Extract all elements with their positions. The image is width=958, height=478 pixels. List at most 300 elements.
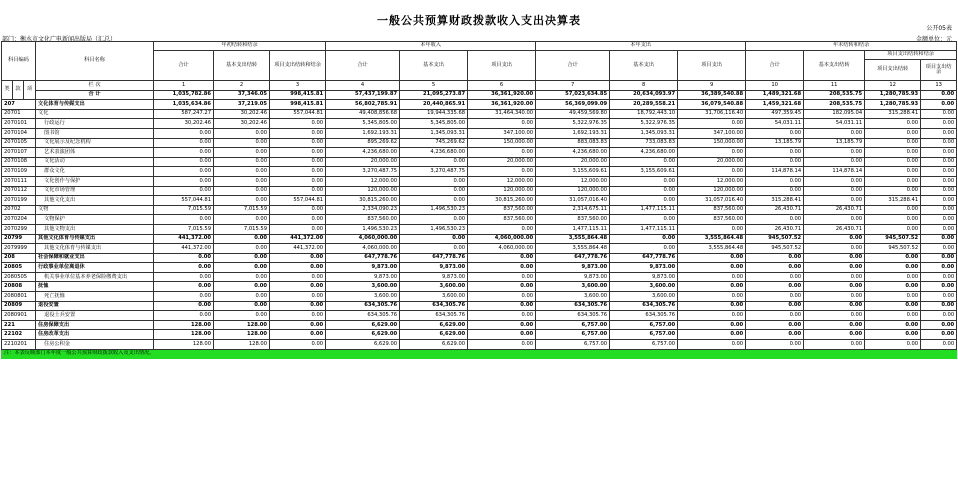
amount-cell: 0.00 — [678, 282, 746, 292]
amount-cell: 30,202.46 — [154, 119, 214, 129]
table-row — [2, 119, 957, 129]
amount-cell: 3,555,864.48 — [678, 244, 746, 254]
table-row — [2, 148, 957, 158]
amount-cell: 30,815,260.00 — [326, 196, 400, 206]
subject-name-cell: 文化 — [36, 109, 154, 119]
amount-cell: 6,757.00 — [536, 340, 610, 350]
amount-cell: 12,000.00 — [326, 176, 400, 186]
amount-cell: 0.00 — [154, 292, 214, 302]
amount-cell: 31,464,340.00 — [468, 109, 536, 119]
total-row — [2, 90, 957, 100]
amount-cell: 0.00 — [468, 167, 536, 177]
amount-cell: 497,359.45 — [746, 109, 804, 119]
col-num: 7 — [536, 81, 610, 91]
amount-cell: 945,507.52 — [746, 234, 804, 244]
subject-code-cell: 22102 — [2, 330, 36, 340]
amount-cell: 0.00 — [865, 282, 921, 292]
amount-cell: 3,555,864.48 — [536, 244, 610, 254]
amount-cell: 0.00 — [214, 301, 270, 311]
amount-cell: 114,878.14 — [804, 167, 865, 177]
amount-cell: 0.00 — [214, 253, 270, 263]
amount-cell: 0.00 — [214, 292, 270, 302]
amount-cell: 647,778.76 — [536, 253, 610, 263]
subject-code-cell: 2070107 — [2, 148, 36, 158]
header-proj-carry: 项目支出结转 — [865, 60, 921, 81]
amount-cell: 0.00 — [678, 167, 746, 177]
header-proj-exp: 项目支出 — [678, 51, 746, 81]
total-cell: 57,023,634.85 — [536, 90, 610, 100]
amount-cell: 3,270,487.75 — [400, 167, 468, 177]
col-num: 11 — [804, 81, 865, 91]
amount-cell: 0.00 — [400, 215, 468, 225]
subject-code-cell: 2070204 — [2, 215, 36, 225]
amount-cell: 20,000.00 — [468, 157, 536, 167]
amount-cell: 0.00 — [804, 253, 865, 263]
header-total: 合计 — [154, 51, 214, 81]
amount-cell: 557,044.81 — [270, 109, 326, 119]
subject-name-cell: 文物 — [36, 205, 154, 215]
total-cell: 1,489,321.68 — [746, 90, 804, 100]
amount-cell: 0.00 — [804, 234, 865, 244]
amount-cell: 7,015.59 — [214, 224, 270, 234]
amount-cell: 0.00 — [865, 157, 921, 167]
subject-code-cell: 207 — [2, 100, 36, 110]
table-row — [2, 263, 957, 273]
amount-cell: 0.00 — [610, 157, 678, 167]
department-label: 部门：衡水市文化广电新闻出版局（汇总） — [2, 36, 117, 43]
subject-name-cell: 抚恤 — [36, 282, 154, 292]
header-subject-code: 科目编码 — [2, 42, 36, 81]
amount-cell: 647,778.76 — [400, 253, 468, 263]
amount-cell: 3,600.00 — [326, 282, 400, 292]
amount-cell: 3,600.00 — [536, 292, 610, 302]
amount-cell: 0.00 — [921, 330, 957, 340]
amount-cell: 315,288.41 — [865, 196, 921, 206]
amount-cell: 0.00 — [270, 282, 326, 292]
amount-cell: 30,202.46 — [214, 119, 270, 129]
amount-cell: 1,692,193.31 — [536, 128, 610, 138]
report-title: 一般公共预算财政拨款收入支出决算表 — [377, 14, 581, 27]
col-num: 1 — [154, 81, 214, 91]
amount-cell: 0.00 — [270, 263, 326, 273]
subject-code-cell: 2070112 — [2, 186, 36, 196]
amount-cell: 54,031.11 — [804, 119, 865, 129]
amount-cell: 0.00 — [804, 282, 865, 292]
amount-cell: 0.00 — [468, 148, 536, 158]
amount-cell: 0.00 — [865, 263, 921, 273]
header-basic-balance: 基本支出结转 — [804, 51, 865, 81]
amount-cell: 3,155,609.61 — [536, 167, 610, 177]
subject-name-cell: 住房公积金 — [36, 340, 154, 350]
header-lanci: 栏 次 — [36, 81, 154, 91]
table-row — [2, 253, 957, 263]
amount-cell: 1,477,115.11 — [610, 224, 678, 234]
amount-cell: 0.00 — [746, 301, 804, 311]
subject-code-cell: 2070109 — [2, 167, 36, 177]
subject-code-cell: 221 — [2, 320, 36, 330]
amount-cell: 0.00 — [865, 301, 921, 311]
amount-cell: 0.00 — [865, 311, 921, 321]
amount-cell: 0.00 — [214, 272, 270, 282]
note-text: 注：本表反映部门本年度一般公共预算财政拨款收入及支出情况。 — [2, 349, 957, 358]
amount-cell: 837,560.00 — [678, 215, 746, 225]
amount-cell: 20,000.00 — [678, 157, 746, 167]
amount-cell: 0.00 — [921, 148, 957, 158]
amount-cell: 20,000.00 — [326, 157, 400, 167]
amount-cell: 9,873.00 — [326, 263, 400, 273]
amount-cell: 0.00 — [865, 340, 921, 350]
amount-cell: 837,560.00 — [326, 215, 400, 225]
amount-cell: 128.00 — [154, 330, 214, 340]
table-row — [2, 224, 957, 234]
subject-code-cell: 2079999 — [2, 244, 36, 254]
header-total: 合计 — [536, 51, 610, 81]
table-row — [2, 157, 957, 167]
amount-cell: 0.00 — [921, 119, 957, 129]
amount-cell: 0.00 — [610, 176, 678, 186]
amount-cell: 6,629.00 — [326, 340, 400, 350]
subject-name-cell: 艺术表演团体 — [36, 148, 154, 158]
amount-cell: 4,060,000.00 — [326, 244, 400, 254]
header-subject-name: 科目名称 — [36, 42, 154, 81]
amount-cell: 26,430.71 — [804, 205, 865, 215]
amount-cell: 3,600.00 — [400, 282, 468, 292]
subject-code-cell: 2070111 — [2, 176, 36, 186]
subject-code-cell: 2070299 — [2, 224, 36, 234]
amount-cell: 128.00 — [154, 340, 214, 350]
subject-code-cell: 20805 — [2, 263, 36, 273]
amount-cell: 0.00 — [270, 224, 326, 234]
amount-cell: 0.00 — [746, 311, 804, 321]
amount-cell: 6,629.00 — [326, 330, 400, 340]
amount-cell: 0.00 — [468, 282, 536, 292]
header-group-expense: 本年支出 — [536, 42, 746, 51]
amount-cell: 20,440,865.91 — [400, 100, 468, 110]
amount-cell: 1,496,530.23 — [400, 224, 468, 234]
subject-name-cell: 图书馆 — [36, 128, 154, 138]
amount-cell: 0.00 — [214, 244, 270, 254]
amount-cell: 0.00 — [214, 215, 270, 225]
amount-cell: 13,185.79 — [804, 138, 865, 148]
budget-table — [1, 41, 957, 359]
subject-code-cell: 20808 — [2, 282, 36, 292]
amount-cell: 6,757.00 — [536, 320, 610, 330]
amount-cell: 0.00 — [921, 224, 957, 234]
amount-cell: 945,507.52 — [865, 244, 921, 254]
note-row — [2, 349, 957, 358]
header-group-proj: 项目支出结转和结余 — [865, 51, 957, 60]
amount-cell: 0.00 — [214, 282, 270, 292]
amount-cell: 0.00 — [270, 215, 326, 225]
subject-code-cell: 2210201 — [2, 340, 36, 350]
subject-name-cell: 其他文化体育与传媒支出 — [36, 234, 154, 244]
amount-cell: 0.00 — [865, 167, 921, 177]
amount-cell: 0.00 — [214, 186, 270, 196]
amount-cell: 0.00 — [865, 330, 921, 340]
amount-cell: 0.00 — [921, 186, 957, 196]
col-num: 12 — [865, 81, 921, 91]
table-row — [2, 301, 957, 311]
subject-code-cell: 2070101 — [2, 119, 36, 129]
amount-cell: 19,944,335.68 — [400, 109, 468, 119]
amount-cell: 0.00 — [804, 263, 865, 273]
amount-cell: 0.00 — [921, 340, 957, 350]
amount-cell: 0.00 — [678, 224, 746, 234]
amount-cell: 0.00 — [865, 253, 921, 263]
amount-cell: 0.00 — [610, 196, 678, 206]
amount-cell: 4,236,680.00 — [610, 148, 678, 158]
amount-cell: 6,629.00 — [326, 320, 400, 330]
amount-cell: 2,334,090.23 — [326, 205, 400, 215]
amount-cell: 0.00 — [804, 292, 865, 302]
amount-cell: 0.00 — [678, 311, 746, 321]
header-group-end: 年末结转和结余 — [746, 42, 957, 51]
amount-cell: 0.00 — [804, 157, 865, 167]
amount-cell: 0.00 — [154, 272, 214, 282]
header-kuan: 款 — [13, 81, 24, 100]
amount-cell: 120,000.00 — [536, 186, 610, 196]
amount-cell: 7,015.59 — [154, 224, 214, 234]
amount-cell: 0.00 — [154, 167, 214, 177]
total-cell: 1,280,785.93 — [865, 90, 921, 100]
subject-name-cell: 机关事业单位基本养老保险缴费支出 — [36, 272, 154, 282]
amount-cell: 0.00 — [270, 128, 326, 138]
subject-name-cell: 其他文化体育与传媒支出 — [36, 244, 154, 254]
amount-cell: 0.00 — [270, 253, 326, 263]
amount-cell: 647,778.76 — [610, 253, 678, 263]
subject-name-cell: 文化体育与传媒支出 — [36, 100, 154, 110]
subject-name-cell: 退役安置 — [36, 301, 154, 311]
col-num: 3 — [270, 81, 326, 91]
unit-label: 金额单位：元 — [915, 36, 952, 43]
amount-cell: 0.00 — [214, 196, 270, 206]
amount-cell: 7,015.59 — [154, 205, 214, 215]
amount-cell: 587,247.27 — [154, 109, 214, 119]
amount-cell: 0.00 — [154, 128, 214, 138]
amount-cell: 441,372.00 — [154, 234, 214, 244]
amount-cell: 0.00 — [865, 176, 921, 186]
amount-cell: 0.00 — [804, 340, 865, 350]
table-row — [2, 292, 957, 302]
amount-cell: 31,057,016.40 — [678, 196, 746, 206]
amount-cell: 0.00 — [746, 215, 804, 225]
subject-name-cell: 其他文化支出 — [36, 196, 154, 206]
table-row — [2, 128, 957, 138]
subject-name-cell: 住房保障支出 — [36, 320, 154, 330]
amount-cell: 0.00 — [214, 176, 270, 186]
subject-name-cell: 社会保障和就业支出 — [36, 253, 154, 263]
amount-cell: 0.00 — [804, 272, 865, 282]
header-group-begin: 年初结转和结余 — [154, 42, 326, 51]
amount-cell: 0.00 — [804, 176, 865, 186]
amount-cell: 0.00 — [746, 330, 804, 340]
amount-cell: 6,757.00 — [610, 320, 678, 330]
amount-cell: 0.00 — [270, 205, 326, 215]
amount-cell: 1,280,785.93 — [865, 100, 921, 110]
amount-cell: 0.00 — [270, 119, 326, 129]
amount-cell: 0.00 — [468, 292, 536, 302]
header-proj-exp: 项目支出 — [468, 51, 536, 81]
amount-cell: 634,305.76 — [610, 311, 678, 321]
amount-cell: 7,015.59 — [214, 205, 270, 215]
amount-cell: 128.00 — [214, 320, 270, 330]
amount-cell: 0.00 — [270, 176, 326, 186]
amount-cell: 12,000.00 — [468, 176, 536, 186]
subject-name-cell: 行政事业单位离退休 — [36, 263, 154, 273]
table-row — [2, 196, 957, 206]
amount-cell: 0.00 — [270, 320, 326, 330]
table-row — [2, 167, 957, 177]
amount-cell: 0.00 — [921, 109, 957, 119]
amount-cell: 49,408,856.68 — [326, 109, 400, 119]
amount-cell: 0.00 — [746, 320, 804, 330]
amount-cell: 4,236,680.00 — [326, 148, 400, 158]
subject-name-cell: 文化活动 — [36, 157, 154, 167]
amount-cell: 20,289,558.21 — [610, 100, 678, 110]
total-cell: 20,634,093.97 — [610, 90, 678, 100]
amount-cell: 0.00 — [468, 272, 536, 282]
amount-cell: 9,873.00 — [610, 263, 678, 273]
amount-cell: 128.00 — [154, 320, 214, 330]
amount-cell: 0.00 — [270, 157, 326, 167]
subject-name-cell: 行政运行 — [36, 119, 154, 129]
amount-cell: 0.00 — [468, 263, 536, 273]
subject-code-cell: 208 — [2, 253, 36, 263]
amount-cell: 0.00 — [154, 138, 214, 148]
amount-cell: 1,459,321.68 — [746, 100, 804, 110]
amount-cell: 0.00 — [400, 157, 468, 167]
subject-code-cell: 20701 — [2, 109, 36, 119]
amount-cell: 315,288.41 — [746, 196, 804, 206]
table-row — [2, 138, 957, 148]
amount-cell: 3,600.00 — [400, 292, 468, 302]
amount-cell: 0.00 — [610, 186, 678, 196]
header-basic-exp: 基本支出 — [610, 51, 678, 81]
amount-cell: 0.00 — [921, 157, 957, 167]
total-cell: 998,415.81 — [270, 90, 326, 100]
amount-cell: 634,305.76 — [326, 301, 400, 311]
amount-cell: 0.00 — [468, 320, 536, 330]
amount-cell: 0.00 — [865, 186, 921, 196]
amount-cell: 0.00 — [214, 157, 270, 167]
amount-cell: 0.00 — [865, 205, 921, 215]
amount-cell: 9,873.00 — [610, 272, 678, 282]
amount-cell: 4,236,680.00 — [400, 148, 468, 158]
amount-cell: 26,430.71 — [746, 205, 804, 215]
amount-cell: 0.00 — [214, 263, 270, 273]
subject-name-cell: 死亡抚恤 — [36, 292, 154, 302]
amount-cell: 9,873.00 — [536, 263, 610, 273]
amount-cell: 0.00 — [865, 224, 921, 234]
col-num: 4 — [326, 81, 400, 91]
amount-cell: 6,629.00 — [400, 320, 468, 330]
amount-cell: 441,372.00 — [270, 244, 326, 254]
amount-cell: 150,000.00 — [678, 138, 746, 148]
table-row — [2, 205, 957, 215]
subject-name-cell: 文物保护 — [36, 215, 154, 225]
amount-cell: 0.00 — [270, 138, 326, 148]
amount-cell: 634,305.76 — [536, 311, 610, 321]
header-total: 合计 — [746, 51, 804, 81]
amount-cell: 150,000.00 — [468, 138, 536, 148]
subject-name-cell: 文化创作与保护 — [36, 176, 154, 186]
amount-cell: 0.00 — [865, 148, 921, 158]
amount-cell: 0.00 — [921, 205, 957, 215]
amount-cell: 0.00 — [678, 320, 746, 330]
amount-cell: 0.00 — [400, 196, 468, 206]
amount-cell: 0.00 — [804, 148, 865, 158]
amount-cell: 12,000.00 — [536, 176, 610, 186]
amount-cell: 0.00 — [468, 253, 536, 263]
total-cell: 208,535.75 — [804, 90, 865, 100]
amount-cell: 0.00 — [804, 128, 865, 138]
amount-cell: 634,305.76 — [400, 301, 468, 311]
table-row — [2, 320, 957, 330]
amount-cell: 0.00 — [746, 186, 804, 196]
amount-cell: 0.00 — [468, 301, 536, 311]
amount-cell: 0.00 — [921, 138, 957, 148]
subject-code-cell: 2080505 — [2, 272, 36, 282]
amount-cell: 54,031.11 — [746, 119, 804, 129]
amount-cell: 441,372.00 — [154, 244, 214, 254]
amount-cell: 5,345,805.00 — [400, 119, 468, 129]
amount-cell: 0.00 — [214, 234, 270, 244]
amount-cell: 441,372.00 — [270, 234, 326, 244]
amount-cell: 0.00 — [468, 330, 536, 340]
header-heji: 合 计 — [36, 90, 154, 100]
amount-cell: 26,430.71 — [746, 224, 804, 234]
total-cell: 1,035,782.86 — [154, 90, 214, 100]
amount-cell: 120,000.00 — [326, 186, 400, 196]
amount-cell: 3,600.00 — [610, 282, 678, 292]
amount-cell: 0.00 — [921, 320, 957, 330]
col-num: 10 — [746, 81, 804, 91]
amount-cell: 6,757.00 — [610, 330, 678, 340]
total-cell: 21,095,273.87 — [400, 90, 468, 100]
amount-cell: 0.00 — [610, 244, 678, 254]
subject-name-cell: 其他文物支出 — [36, 224, 154, 234]
amount-cell: 1,345,093.31 — [610, 128, 678, 138]
amount-cell: 6,757.00 — [610, 340, 678, 350]
amount-cell: 634,305.76 — [400, 311, 468, 321]
amount-cell: 0.00 — [921, 272, 957, 282]
amount-cell: 0.00 — [865, 292, 921, 302]
amount-cell: 0.00 — [921, 100, 957, 110]
header-group-income: 本年收入 — [326, 42, 536, 51]
amount-cell: 0.00 — [678, 340, 746, 350]
header-row-1 — [2, 42, 957, 51]
amount-cell: 0.00 — [804, 215, 865, 225]
col-num: 9 — [678, 81, 746, 91]
col-num: 8 — [610, 81, 678, 91]
subject-code-cell: 20702 — [2, 205, 36, 215]
total-cell: 37,346.05 — [214, 90, 270, 100]
subject-code-cell: 2080801 — [2, 292, 36, 302]
amount-cell: 0.00 — [804, 186, 865, 196]
subject-code-cell: 2070105 — [2, 138, 36, 148]
amount-cell: 13,185.79 — [746, 138, 804, 148]
amount-cell: 945,507.52 — [746, 244, 804, 254]
header-basic-exp: 基本支出 — [400, 51, 468, 81]
amount-cell: 36,361,920.00 — [468, 100, 536, 110]
amount-cell: 745,269.62 — [400, 138, 468, 148]
amount-cell: 0.00 — [400, 176, 468, 186]
amount-cell: 0.00 — [804, 311, 865, 321]
amount-cell: 3,270,487.75 — [326, 167, 400, 177]
header-lei: 类 — [2, 81, 13, 100]
subject-code-cell: 2070199 — [2, 196, 36, 206]
amount-cell: 0.00 — [678, 253, 746, 263]
